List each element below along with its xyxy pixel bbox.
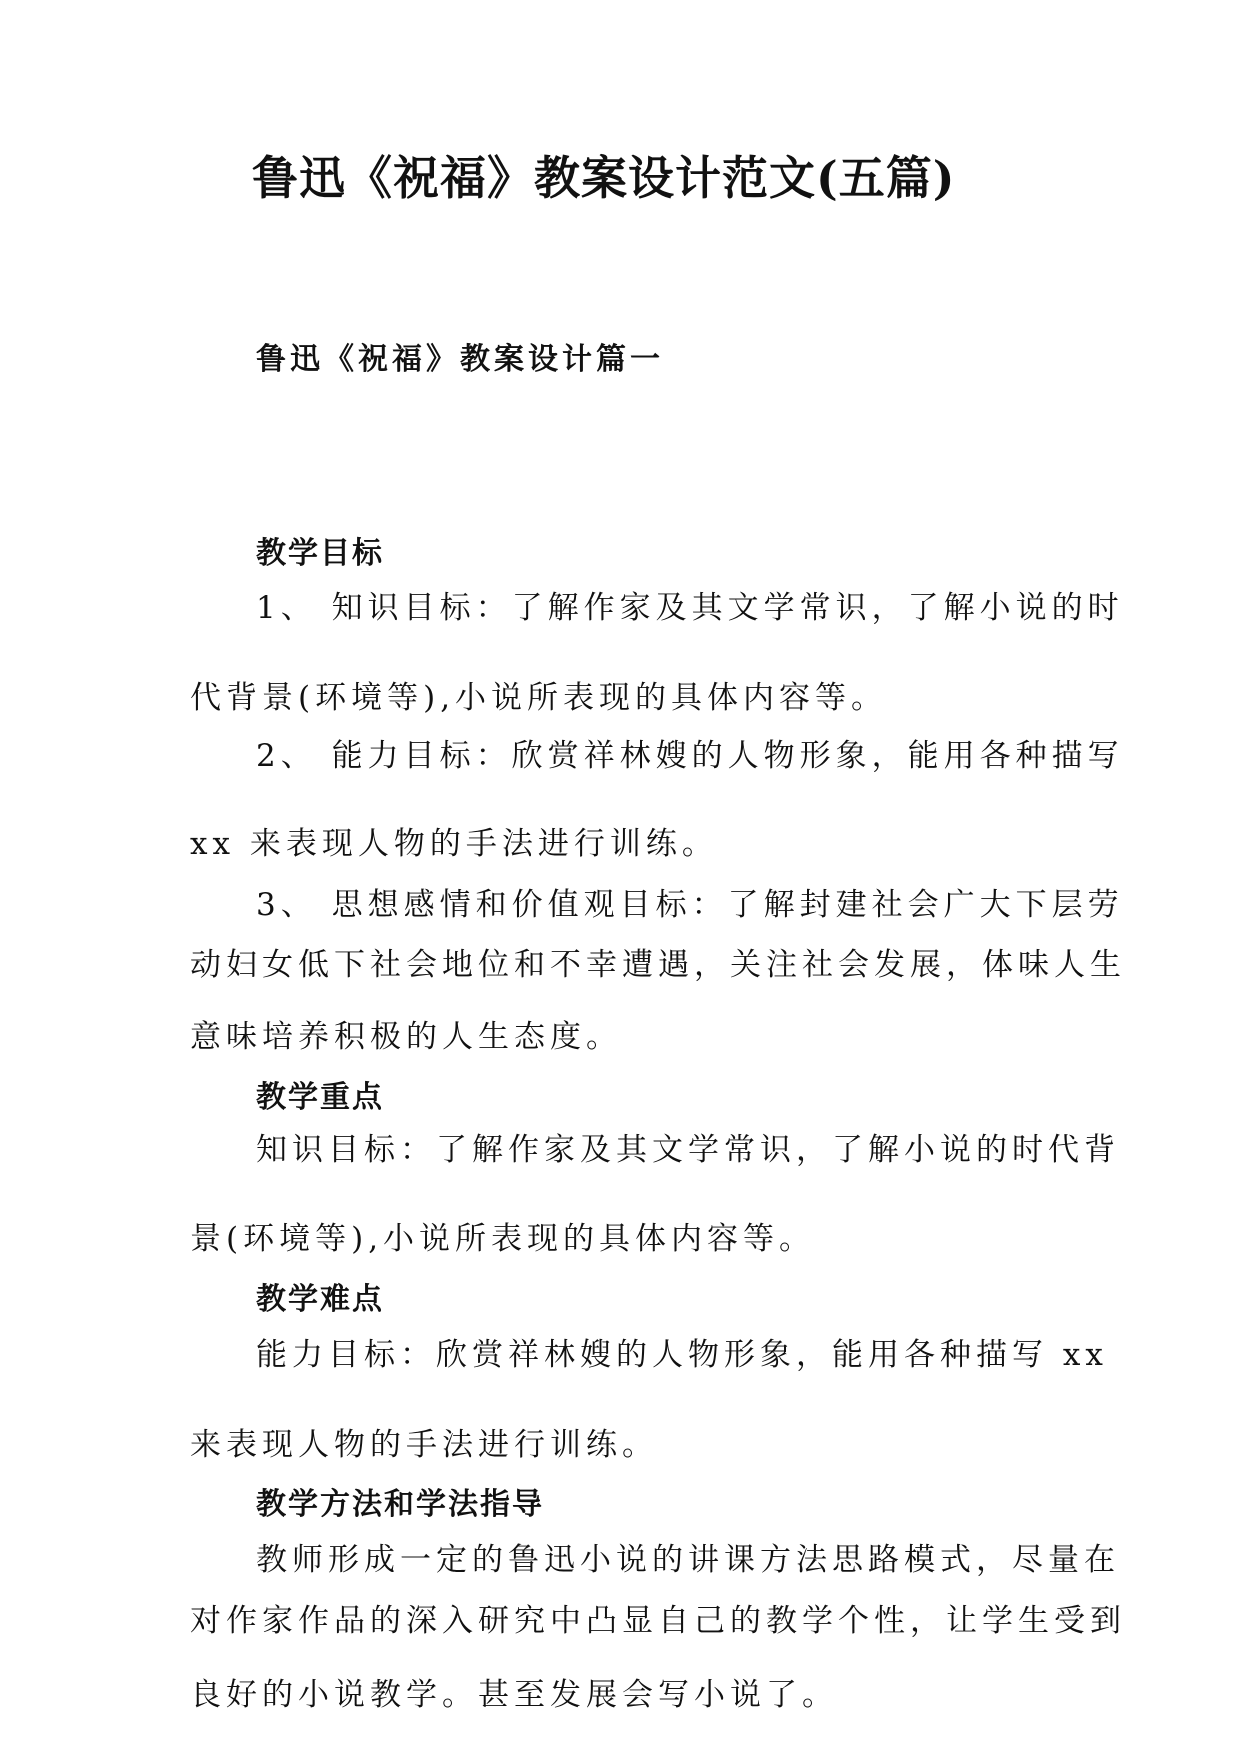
paragraph-line: 良好的小说教学。甚至发展会写小说了。 xyxy=(190,1677,838,1713)
paragraph-line: 2、 能力目标：欣赏祥林嫂的人物形象，能用各种描写 xyxy=(256,738,1124,774)
paragraph-line: 代背景(环境等),小说所表现的具体内容等。 xyxy=(190,680,888,716)
section-heading-methods: 教学方法和学法指导 xyxy=(256,1487,544,1522)
paragraph-line: 对作家作品的深入研究中凸显自己的教学个性，让学生受到 xyxy=(190,1603,1126,1639)
paragraph-line: 景(环境等),小说所表现的具体内容等。 xyxy=(190,1221,816,1257)
paragraph-line: 动妇女低下社会地位和不幸遭遇，关注社会发展，体味人生 xyxy=(190,947,1126,983)
paragraph-line: 3、 思想感情和价值观目标：了解封建社会广大下层劳 xyxy=(256,887,1124,923)
paragraph-line: 知识目标：了解作家及其文学常识，了解小说的时代背 xyxy=(256,1132,1120,1168)
section-heading-key-points: 教学重点 xyxy=(256,1080,384,1115)
section-heading-difficulties: 教学难点 xyxy=(256,1282,384,1317)
document-subtitle: 鲁迅《祝福》教案设计篇一 xyxy=(256,342,664,377)
document-title: 鲁迅《祝福》教案设计范文(五篇) xyxy=(252,151,956,205)
paragraph-line: 来表现人物的手法进行训练。 xyxy=(190,1427,658,1463)
paragraph-line: 意味培养积极的人生态度。 xyxy=(190,1019,622,1055)
paragraph-line: 1、 知识目标：了解作家及其文学常识，了解小说的时 xyxy=(256,590,1124,626)
paragraph-line: 能力目标：欣赏祥林嫂的人物形象，能用各种描写 xx xyxy=(256,1337,1108,1373)
section-heading-goals: 教学目标 xyxy=(256,536,384,571)
paragraph-line: xx 来表现人物的手法进行训练。 xyxy=(190,826,718,862)
paragraph-line: 教师形成一定的鲁迅小说的讲课方法思路模式，尽量在 xyxy=(256,1542,1120,1578)
